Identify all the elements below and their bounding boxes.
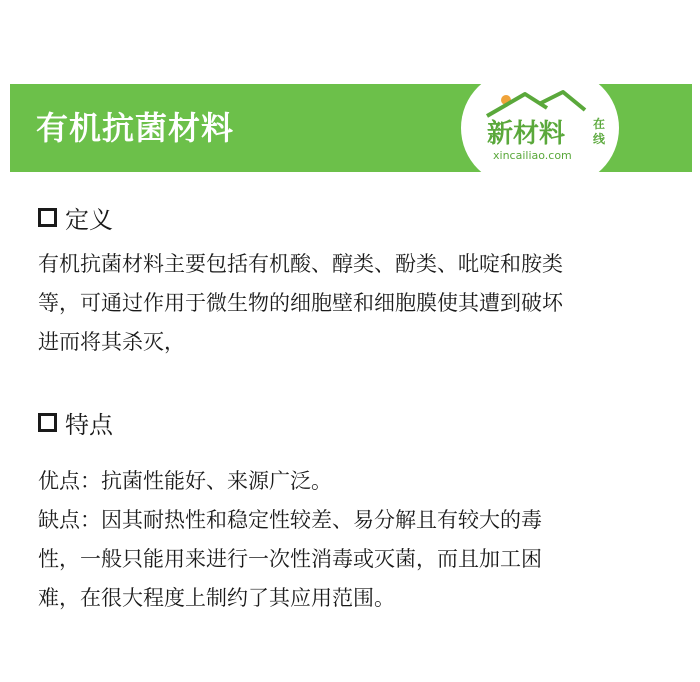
features-paragraph [38, 462, 678, 618]
logo-tag-2: 线 [593, 132, 606, 146]
definition-line: 进而将其杀灭， [38, 330, 185, 354]
site-logo[interactable] [461, 70, 619, 186]
logo-tag-1: 在 [593, 117, 606, 131]
definition-heading [38, 200, 113, 235]
features-line: 性，一般只能用来进行一次性消毒或灭菌，而且加工困 [38, 547, 542, 571]
features-line: 缺点：因其耐热性和稳定性较差、易分解且有较大的毒 [38, 508, 542, 532]
square-bullet-icon [38, 208, 57, 227]
definition-heading-text: 定义 [65, 206, 113, 234]
page-title: 有机抗菌材料 [36, 109, 235, 147]
definition-line: 等，可通过作用于微生物的细胞壁和细胞膜使其遭到破坏 [38, 291, 563, 315]
definition-paragraph [38, 245, 678, 362]
features-heading-text: 特点 [65, 411, 113, 439]
features-heading [38, 405, 113, 440]
definition-line: 有机抗菌材料主要包括有机酸、醇类、酚类、吡啶和胺类 [38, 252, 563, 276]
features-line: 优点：抗菌性能好、来源广泛。 [38, 469, 332, 493]
features-line: 难，在很大程度上制约了其应用范围。 [38, 586, 395, 610]
logo-name: 新材料 [487, 119, 566, 149]
square-bullet-icon [38, 413, 57, 432]
logo-domain: xincailiao.com [493, 149, 572, 162]
roof-icon [487, 94, 547, 116]
logo-graphic [461, 70, 619, 186]
